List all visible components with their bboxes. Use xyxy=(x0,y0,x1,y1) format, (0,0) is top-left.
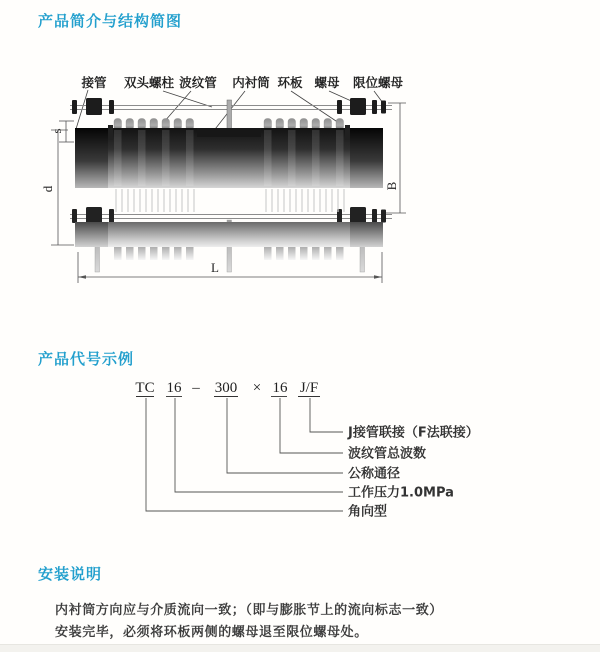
liner-collar xyxy=(197,128,261,137)
label-connecting-pipe: 接管 xyxy=(81,75,107,90)
callout-connection-type: J接管联接（F法联接） xyxy=(348,425,479,441)
label-double-head-stud: 双头螺柱 xyxy=(123,75,175,90)
code-token-diameter: 300 xyxy=(214,380,238,396)
code-token-connection: J/F xyxy=(299,380,319,396)
dim-L-label: L xyxy=(211,260,219,275)
dimension-B xyxy=(384,103,406,213)
page-bottom-strip xyxy=(0,644,600,652)
label-inner-liner: 内衬筒 xyxy=(232,75,270,90)
pipe-end-right xyxy=(350,128,383,188)
end-reflection-right xyxy=(350,222,383,247)
callout-working-pressure: 工作压力1.0MPa xyxy=(348,485,454,501)
product-code-diagram xyxy=(110,370,490,530)
section-title-product-code: 产品代号示例 xyxy=(38,350,135,368)
center-stud xyxy=(227,100,232,129)
code-token-waves: 16 xyxy=(272,380,288,396)
label-bellows: 波纹管 xyxy=(179,75,217,90)
label-ring-plate: 环板 xyxy=(277,75,303,90)
ring-plate-left xyxy=(108,125,113,140)
code-token-pressure: 16 xyxy=(166,380,182,396)
dimension-s xyxy=(49,121,74,142)
label-limit-nut: 限位螺母 xyxy=(352,75,404,90)
label-nut: 螺母 xyxy=(314,75,340,90)
callout-angular-type: 角向型 xyxy=(348,504,388,520)
dim-d-label: d xyxy=(40,185,55,193)
install-note-flow-direction: 内衬筒方向应与介质流向一致；（即与膨胀节上的流向标志一致） xyxy=(55,603,443,618)
section-title-product-intro: 产品简介与结构简图 xyxy=(38,12,183,30)
code-tokens xyxy=(135,380,318,396)
code-token-dash: – xyxy=(192,380,200,396)
callout-wave-count: 波纹管总波数 xyxy=(348,446,427,462)
dimension-d xyxy=(40,130,74,245)
tie-rod-lower xyxy=(70,215,392,219)
section-title-installation: 安装说明 xyxy=(38,565,103,583)
body-reflection xyxy=(75,222,383,247)
code-token-times: × xyxy=(252,380,262,396)
install-note-nut-position: 安装完毕，必须将环板两侧的螺母退至限位螺母处。 xyxy=(55,625,368,640)
structure-diagram xyxy=(0,60,470,310)
code-callout-labels xyxy=(347,425,479,520)
dim-B-label: B xyxy=(384,181,399,191)
callout-nominal-diameter: 公称通径 xyxy=(348,466,401,482)
pipe-end-left xyxy=(75,128,108,188)
dim-s-label: s xyxy=(49,128,64,134)
ring-plate-right xyxy=(345,125,350,140)
end-reflection-left xyxy=(75,222,108,247)
code-token-type: TC xyxy=(135,380,155,396)
reflection-stripes xyxy=(116,189,344,212)
code-callout-lines xyxy=(146,398,343,511)
